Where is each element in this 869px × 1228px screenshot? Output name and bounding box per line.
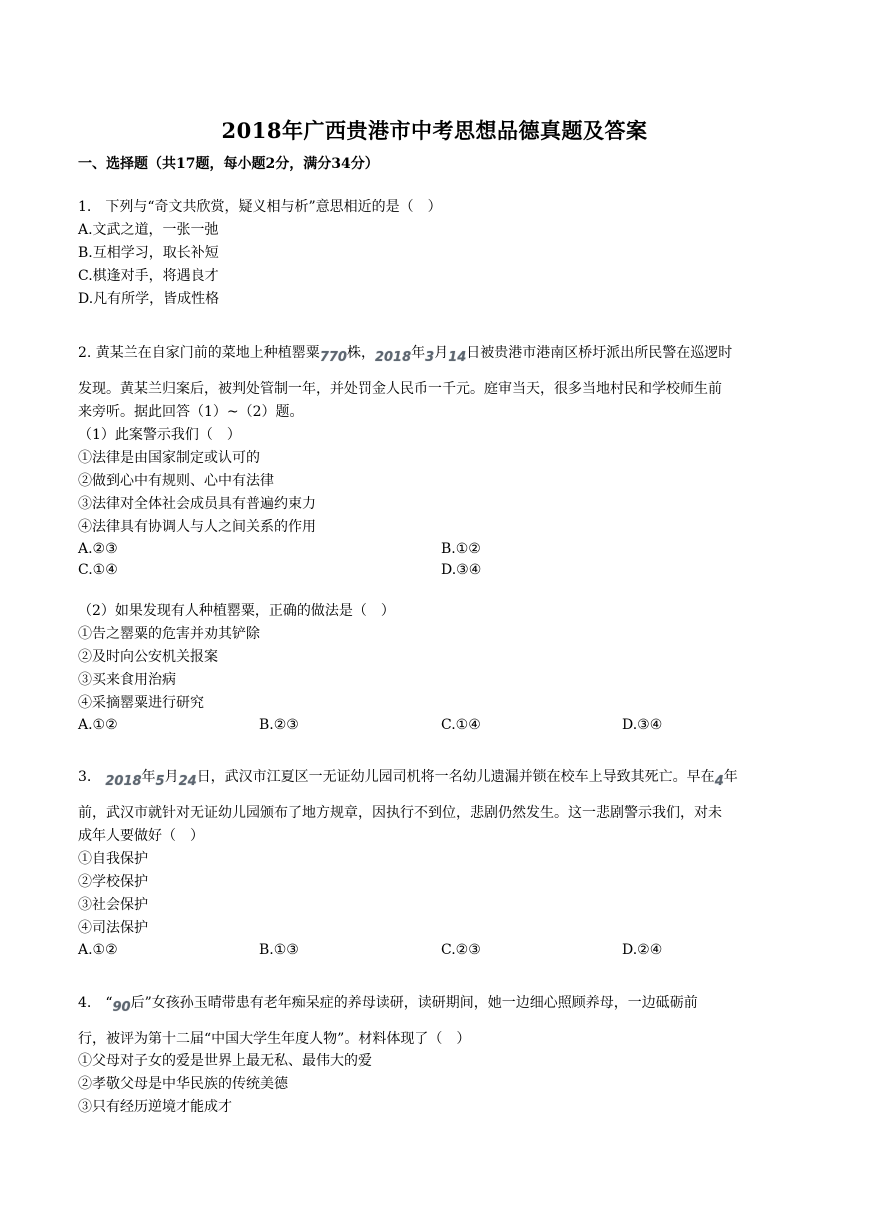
question-2-2-stem: （2）如果发现有人种植罂粟，正确的做法是（ ） <box>78 603 395 619</box>
question-2-1-option-c: C.①④ <box>78 562 118 578</box>
number-14: 14 <box>448 350 467 365</box>
number-24: 24 <box>178 774 197 789</box>
question-2-text: 株， <box>346 345 375 361</box>
number-2018: 2018 <box>105 774 142 789</box>
question-3-option-a: A.①② <box>78 942 118 958</box>
question-3-text: 日，武汉市江夏区一无证幼儿园司机将一名幼儿遗漏并锁在校车上导致其死亡。早在 <box>196 769 715 785</box>
question-3-line-1 <box>78 768 738 787</box>
question-4-item-3: ③只有经历逆境才能成才 <box>78 1099 232 1115</box>
question-2-2-item-3: ③买来食用治病 <box>78 672 176 688</box>
question-2-1-item-2: ②做到心中有规则、心中有法律 <box>78 473 274 489</box>
question-2-1-item-3: ③法律对全体社会成员具有普遍约束力 <box>78 496 316 512</box>
number-4: 4 <box>714 774 724 789</box>
question-2-2-option-c: C.①④ <box>441 717 481 733</box>
question-3-item-1: ①自我保护 <box>78 851 148 867</box>
question-4-text: 后”女孩孙玉晴带患有老年痴呆症的养母读研，读研期间，她一边细心照顾养母，一边砥砺前 <box>130 995 698 1011</box>
question-2-2-item-2: ②及时向公安机关报案 <box>78 649 218 665</box>
question-2-2-option-b: B.②③ <box>259 717 299 733</box>
section-heading: 一、选择题（共17题，每小题2分，满分34分） <box>78 156 379 172</box>
question-2-1-stem: （1）此案警示我们（ ） <box>78 427 241 443</box>
question-2-line-3: 来旁听。据此回答（1）~（2）题。 <box>78 404 304 420</box>
question-3-text: 月 <box>164 769 179 785</box>
question-3-item-3: ③社会保护 <box>78 897 148 913</box>
question-4-line-1 <box>78 994 698 1013</box>
question-2-text: 2. 黄某兰在自家门前的菜地上种植罂粟 <box>78 345 320 361</box>
question-4-text: 4. “ <box>78 995 113 1011</box>
question-1-option-d: D.凡有所学，皆成性格 <box>78 291 220 307</box>
question-1-option-b: B.互相学习，取长补短 <box>78 245 219 261</box>
number-770: 770 <box>319 350 347 365</box>
number-3: 3 <box>425 350 435 365</box>
number-90: 90 <box>112 1000 131 1015</box>
question-3-option-c: C.②③ <box>441 942 481 958</box>
question-3-text: 3. <box>78 769 106 785</box>
question-2-text: 月 <box>434 345 449 361</box>
question-4-item-1: ①父母对子女的爱是世界上最无私、最伟大的爱 <box>78 1053 372 1069</box>
question-2-2-item-4: ④采摘罂粟进行研究 <box>78 695 204 711</box>
question-3-text: 年 <box>723 769 738 785</box>
page-title: 2018年广西贵港市中考思想品德真题及答案 <box>221 118 648 143</box>
question-3-option-b: B.①③ <box>259 942 299 958</box>
question-2-1-option-b: B.①② <box>441 541 481 557</box>
question-1-stem: 1. 下列与“奇文共欣赏，疑义相与析”意思相近的是（ ） <box>78 199 442 215</box>
question-3-option-d: D.②④ <box>622 942 663 958</box>
question-2-2-item-1: ①告之罂粟的危害并劝其铲除 <box>78 626 260 642</box>
question-4-line-2: 行，被评为第十二届“中国大学生年度人物”。材料体现了（ ） <box>78 1031 471 1047</box>
question-3-line-3: 成年人要做好（ ） <box>78 828 204 844</box>
question-2-1-item-1: ①法律是由国家制定或认可的 <box>78 450 260 466</box>
question-2-text: 日被贵港市港南区桥圩派出所民警在巡逻时 <box>466 345 733 361</box>
question-2-1-option-a: A.②③ <box>78 541 118 557</box>
number-2018: 2018 <box>374 350 412 365</box>
question-2-1-option-d: D.③④ <box>441 562 482 578</box>
question-2-2-option-a: A.①② <box>78 717 118 733</box>
question-1-option-a: A.文武之道，一张一弛 <box>78 222 219 238</box>
question-2-line-1 <box>78 344 732 363</box>
question-3-item-4: ④司法保护 <box>78 920 148 936</box>
number-5: 5 <box>155 774 165 789</box>
question-3-item-2: ②学校保护 <box>78 874 148 890</box>
question-2-line-2: 发现。黄某兰归案后，被判处管制一年，并处罚金人民币一千元。庭审当天，很多当地村民和学校师生前 <box>78 381 722 397</box>
question-1-option-c: C.棋逢对手，将遇良才 <box>78 268 219 284</box>
question-2-text: 年 <box>411 345 426 361</box>
question-4-item-2: ②孝敬父母是中华民族的传统美德 <box>78 1076 288 1092</box>
question-3-line-2: 前，武汉市就针对无证幼儿园颁布了地方规章，因执行不到位，悲剧仍然发生。这一悲剧警示我们，对未 <box>78 805 722 821</box>
question-2-2-option-d: D.③④ <box>622 717 663 733</box>
question-2-1-item-4: ④法律具有协调人与人之间关系的作用 <box>78 519 316 535</box>
question-3-text: 年 <box>141 769 156 785</box>
